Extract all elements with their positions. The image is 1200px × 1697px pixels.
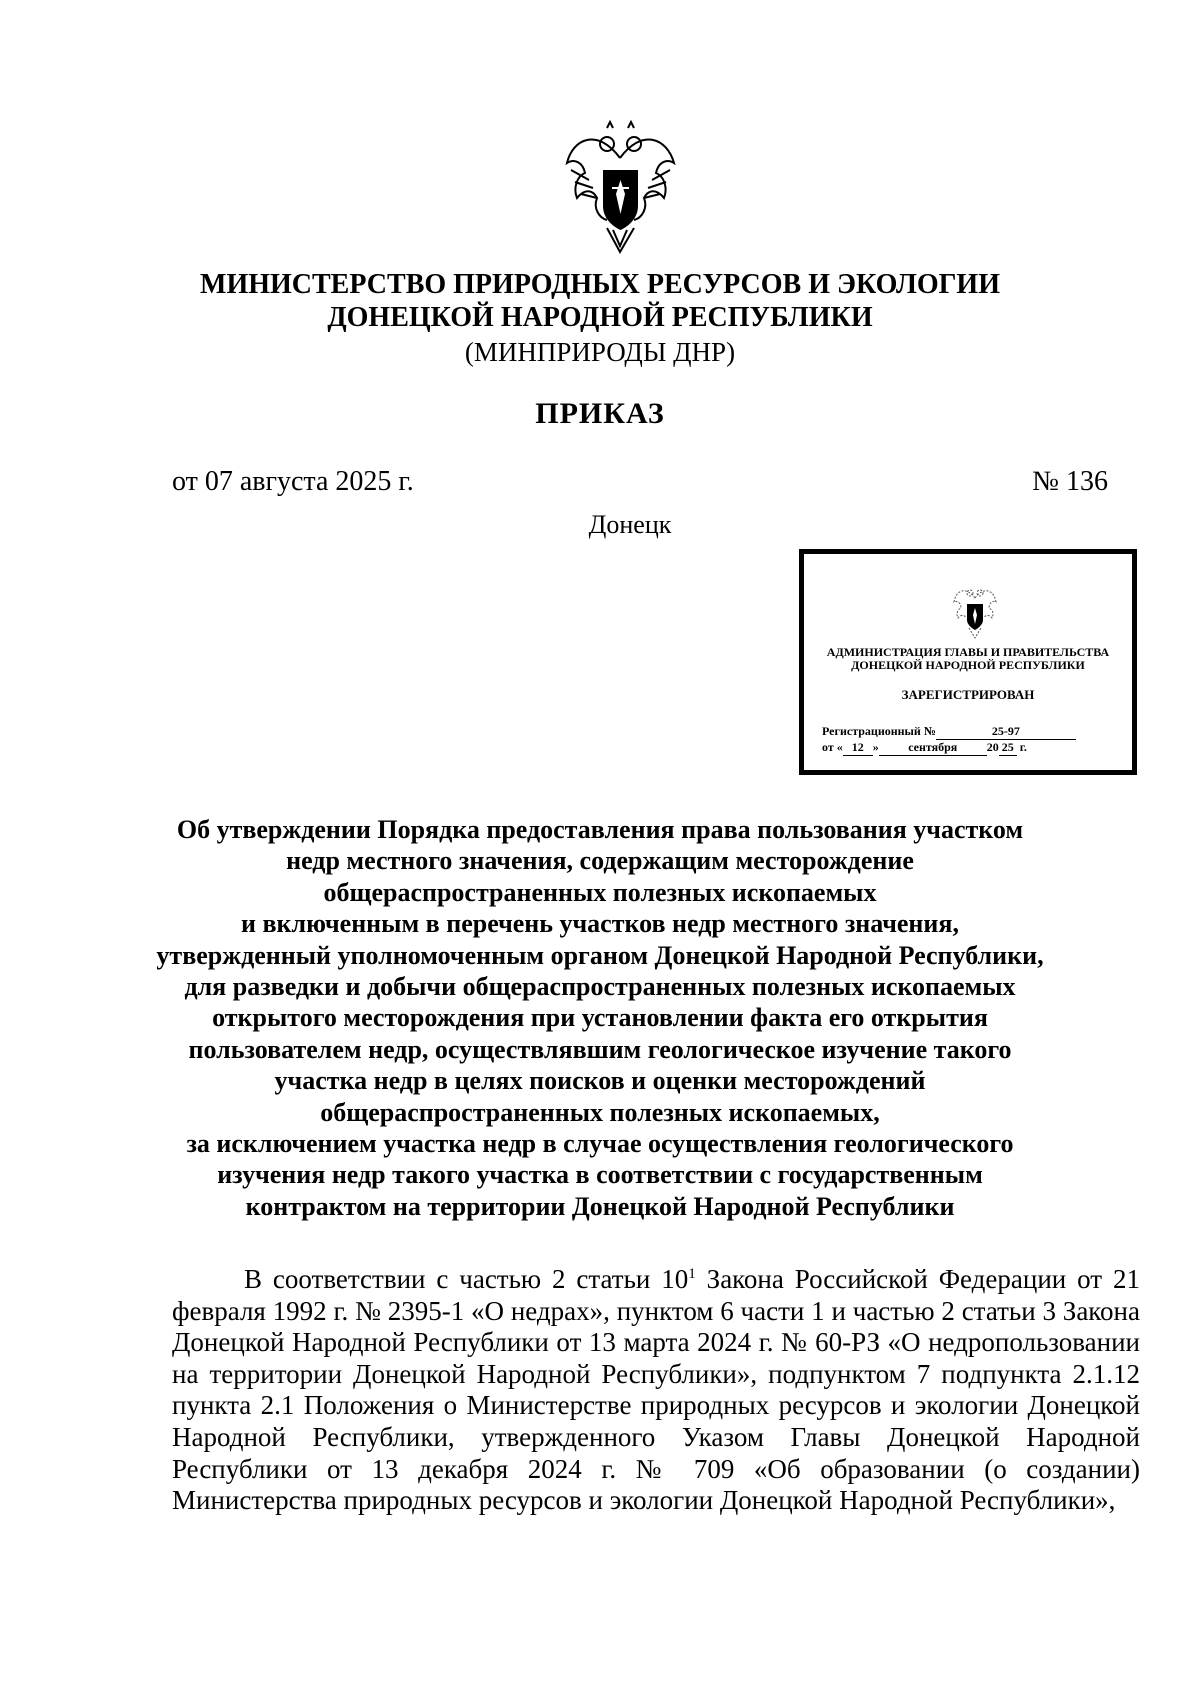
title-line: за исключением участка недр в случае осуществления геологического (186, 1129, 1014, 1159)
stamp-administration-name (804, 646, 1132, 672)
title-line: общераспространенных полезных ископаемых, (320, 1097, 880, 1127)
document-number: № 136 (1032, 466, 1108, 497)
title-line: недр местного значения, содержащим месторождение (286, 846, 914, 876)
stamp-year-end: г. (1019, 740, 1027, 754)
title-line: пользователем недр, осуществлявшим геологическое изучение такого (188, 1034, 1012, 1064)
title-line: общераспространенных полезных ископаемых (323, 877, 877, 907)
body-paragraph-part2: Закона Российской Федерации от 21 февраля 1992 г. № 2395-1 «О недрах», пунктом 6 части 1 и частью 2 статьи 3 Закона Донецкой Народной Республики от 13 марта 2024 г. № 60-РЗ «О недропользовании на территории Донецкой Народной Республики», подпунктом 7 подпункта 2.1.12 пункта 2.1 Положения о Министерстве природных ресурсов и экологии Донецкой Народной Республики, утвержденного Указом Главы Донецкой Народной Республики от 13 декабря 2024 г. № 709 «Об образовании (о создании) Министерства природных ресурсов и экологии Донецкой Народной Республики», (172, 1264, 1140, 1516)
document-type: ПРИКАЗ (535, 397, 665, 430)
stamp-year-prefix: 20 (986, 740, 999, 754)
title-line: для разведки и добычи общераспространенных полезных ископаемых (184, 972, 1016, 1002)
stamp-month: сентября (879, 740, 987, 756)
title-line: участка недр в целях поисков и оценки месторождений (274, 1066, 926, 1096)
stamp-reg-number: 25-97 (936, 724, 1076, 740)
registration-stamp (799, 549, 1137, 775)
title-line: изучения недр такого участка в соответствии с государственным (217, 1160, 983, 1190)
title-line: и включенным в перечень участков недр местного значения, (241, 909, 959, 939)
stamp-admin-line2: ДОНЕЦКОЙ НАРОДНОЙ РЕСПУБЛИКИ (851, 658, 1085, 672)
document-title (0, 814, 1200, 1222)
coat-of-arms-emblem (563, 118, 678, 258)
ministry-name (0, 268, 1200, 334)
title-line: утвержденный уполномоченным органом Донецкой Народной Республики, (156, 940, 1044, 970)
stamp-registration-number-line (822, 724, 1076, 740)
body-paragraph-superscript: 1 (688, 1266, 696, 1282)
stamp-date-line (822, 740, 1027, 756)
body-paragraph-part1: В соответствии с частью 2 статьи 10 (244, 1264, 689, 1294)
ministry-short-name: (МИНПРИРОДЫ ДНР) (464, 337, 736, 367)
stamp-date-prefix: от « (822, 740, 843, 754)
document-city: Донецк (588, 510, 672, 539)
body-paragraph (172, 1264, 1140, 1517)
ministry-name-line1: МИНИСТЕРСТВО ПРИРОДНЫХ РЕСУРСОВ И ЭКОЛОГИИ (200, 269, 1000, 300)
stamp-admin-line1: АДМИНИСТРАЦИЯ ГЛАВЫ И ПРАВИТЕЛЬСТВА (826, 645, 1110, 659)
stamp-year-suffix: 25 (999, 740, 1017, 756)
stamp-reg-label: Регистрационный № (822, 724, 936, 738)
document-date: от 07 августа 2025 г. (172, 466, 414, 497)
title-line: контрактом на территории Донецкой Народной Республики (245, 1191, 955, 1221)
title-line: открытого месторождения при установлении факта его открытия (212, 1003, 988, 1033)
stamp-status: ЗАРЕГИСТРИРОВАН (901, 687, 1035, 702)
ministry-name-line2: ДОНЕЦКОЙ НАРОДНОЙ РЕСПУБЛИКИ (327, 302, 873, 333)
stamp-day-suffix: » (872, 740, 879, 754)
stamp-emblem-icon (952, 584, 998, 640)
title-line: Об утверждении Порядка предоставления права пользования участком (176, 815, 1024, 844)
stamp-day: 12 (843, 740, 873, 756)
